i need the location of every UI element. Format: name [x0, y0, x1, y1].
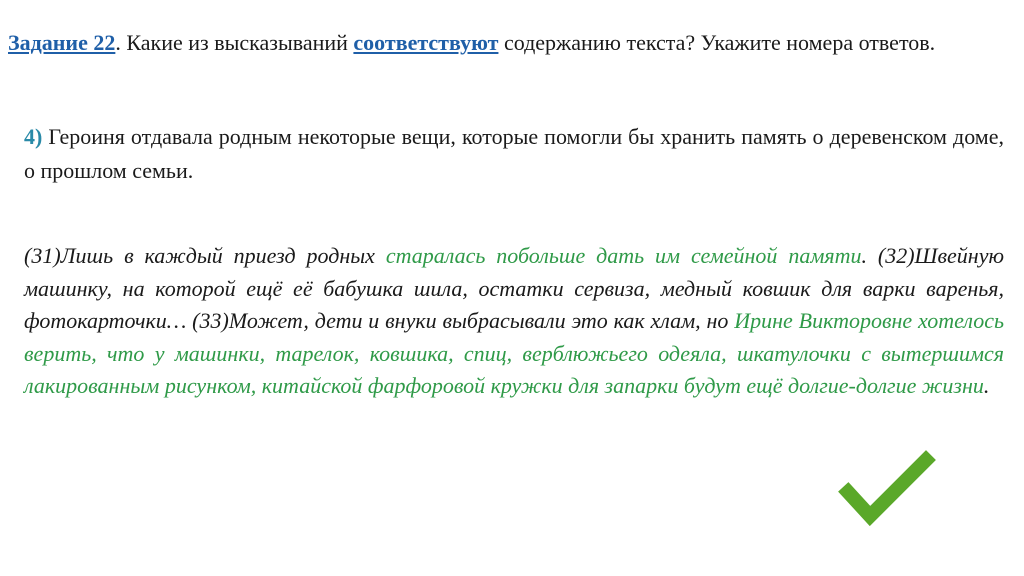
excerpt-highlight-1: старалась побольше дать им семейной памяти	[385, 243, 862, 268]
excerpt-highlight-2: Ирине Викторовне хотелось верить, что у машинки, тарелок, ковшика, спиц, верблюжьего одеяла, шкатулочки с вытершимся лакированным рисунком, китайской фарфоровой кружки для запарки будут ещё долгие-долгие жизни	[24, 308, 1004, 398]
check-mark-icon	[838, 450, 938, 532]
answer-statement	[24, 120, 1004, 188]
excerpt-part-3: .	[983, 373, 990, 398]
task-label-dot: .	[115, 30, 121, 55]
task-label: Задание 22	[8, 30, 116, 55]
excerpt-part-2: . (32)Швейную машинку, на которой ещё её бабушка шила, остатки сервиза, медный ковшик для варки варенья, фотокарточки… (33)Может, дети и внуки выбрасывали это как хлам, но	[24, 243, 1004, 333]
statement-text: Героиня отдавала родным некоторые вещи, которые помогли бы хранить память о деревенском доме, о прошлом семьи.	[24, 124, 1004, 183]
task-text-before: Какие из высказываний	[120, 30, 354, 55]
task-keyword: соответствуют	[353, 30, 499, 55]
text-excerpt	[24, 240, 1004, 403]
task-text-after: содержанию текста? Укажите номера ответов.	[498, 30, 936, 55]
statement-number: 4)	[24, 124, 43, 149]
excerpt-part-1: (31)Лишь в каждый приезд родных	[24, 243, 386, 268]
task-prompt	[8, 28, 1016, 58]
